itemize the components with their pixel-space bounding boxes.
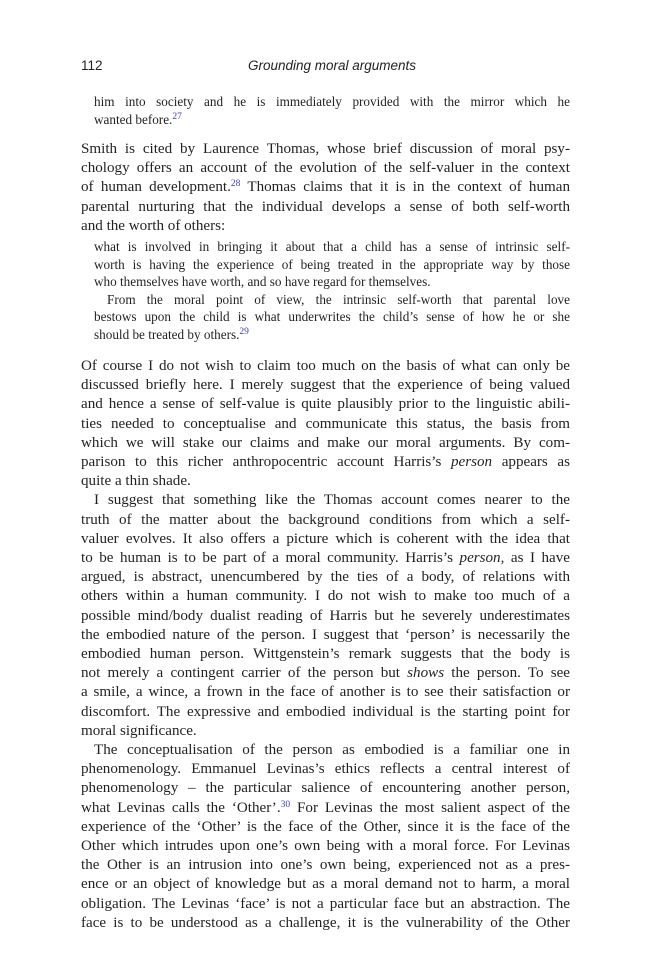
text-line: [81, 178, 570, 197]
text-line: discussed briefly here. I merely suggest that the experience of being valued: [81, 377, 570, 394]
paragraph-2: [81, 357, 570, 491]
text-span: should be treated by others.: [94, 326, 240, 342]
footnote-ref-30[interactable]: 30: [280, 799, 291, 810]
block-quote-2: [94, 238, 570, 343]
text-line: parental nurturing that the individual develops a sense of both self-worth: [81, 198, 570, 215]
text-line: bestows upon the child is what underwrites the child’s sense of how he or she: [94, 309, 570, 324]
text-line: [81, 799, 570, 818]
page-header: [81, 58, 570, 78]
text-line: truth of the matter about the background conditions from which a self-: [81, 511, 570, 528]
text-line: and hence a sense of self-value is quite plausibly prior to the linguistic abili-: [81, 396, 570, 413]
text-line: worth is having the experience of being treated in the appropriate way by those: [94, 256, 570, 272]
footnote-ref-29[interactable]: 29: [239, 326, 249, 337]
text-line: embodied human person. Wittgenstein’s remark suggests that the body is: [81, 646, 570, 663]
text-line: face is to be understood as a challenge, it is the vulnerability of the Other: [81, 914, 570, 931]
text-span: the person. To see: [444, 665, 570, 682]
text-line: [94, 111, 570, 129]
text-line: him into society and he is immediately provided with the mirror which he: [94, 94, 570, 109]
text-line: [81, 453, 570, 472]
text-line: chology offers an account of the evolution of the self-valuer in the context: [81, 160, 570, 177]
text-line: From the moral point of view, the intrinsic self-worth that parental love: [107, 291, 570, 307]
text-line: valuer evolves. It also offers a picture which is coherent with the idea that: [81, 530, 570, 547]
text-line: possible mind/body dualist reading of Harris but he severely underestimates: [81, 607, 570, 624]
text-span: of human development.: [81, 179, 231, 196]
text-line: argued, is abstract, unencumbered by the ties of a body, of relations with: [81, 569, 570, 586]
text-line: Of course I do not wish to claim too much on the basis of what can only be: [81, 358, 570, 374]
text-line: obligation. The Levinas ‘face’ is not a particular face but an abstraction. The: [81, 895, 570, 912]
text-line: [81, 549, 570, 568]
text-line: ties needed to conceptualise and communicate this status, the basis from: [81, 415, 570, 432]
text-line: others within a human community. I do not wish to make too much of a: [81, 588, 570, 605]
text-line: the embodied nature of the person. I suggest that ‘person’ is necessarily the: [81, 626, 570, 643]
page-number: 112: [81, 58, 103, 73]
text-line: experience of the ‘Other’ is the face of the Other, since it is the face of the: [81, 818, 570, 835]
text-span: parison to this richer anthropocentric account Harris’s: [81, 454, 451, 471]
text-span: appears as: [492, 454, 570, 471]
paragraph-1: [81, 140, 570, 236]
paragraph-3: [81, 491, 570, 741]
footnote-ref-27[interactable]: 27: [172, 111, 182, 122]
emphasis: shows: [407, 665, 445, 682]
text-span: , as I have: [500, 550, 571, 567]
text-line: discomfort. The expressive and embodied individual is the starting point for: [81, 703, 570, 720]
text-line: moral significance.: [81, 722, 197, 739]
text-line: [94, 326, 570, 344]
block-quote-1: [94, 93, 570, 128]
text-line: I suggest that something like the Thomas account comes nearer to the: [94, 492, 570, 509]
text-line: phenomenology – the particular salience of encountering another person,: [81, 780, 570, 797]
text-line: and the worth of others:: [81, 217, 226, 234]
footnote-ref-28[interactable]: 28: [230, 179, 241, 190]
text-line: who themselves have worth, and so have regard for themselves.: [94, 274, 431, 289]
text-span: to be human is to be part of a moral community. Harris’s: [81, 550, 460, 567]
text-line: quite a thin shade.: [81, 473, 191, 490]
text-line: [81, 664, 570, 683]
text-span: For Levinas the most salient aspect of the: [290, 799, 570, 816]
text-line: phenomenology. Emmanuel Levinas’s ethics reflects a central interest of: [81, 761, 570, 778]
text-line: a smile, a wince, a frown in the face of another is to see their satisfaction or: [81, 684, 570, 701]
text-line: which we will stake our claims and make our moral arguments. By com-: [81, 434, 570, 451]
text-span: not merely a contingent carrier of the person but: [81, 665, 408, 682]
running-head: Grounding moral arguments: [247, 58, 417, 73]
text-line: ence or an object of knowledge but as a moral demand not to harm, a moral: [81, 876, 570, 893]
emphasis: person: [459, 550, 501, 567]
text-span: Thomas claims that it is in the context of human: [240, 179, 570, 196]
body-paragraphs: [81, 357, 570, 933]
paragraph-4: [81, 741, 570, 933]
text-line: what is involved in bringing it about that a child has a sense of intrinsic self-: [94, 239, 570, 254]
text-line: Other which intrudes upon one’s own being with a moral force. For Levinas: [81, 838, 570, 855]
text-line: the Other is an intrusion into one’s own being, experienced not as a pres-: [81, 857, 570, 874]
text-line: Smith is cited by Laurence Thomas, whose brief discussion of moral psy-: [81, 141, 570, 157]
text-span: what Levinas calls the ‘Other’.: [81, 799, 281, 816]
emphasis: person: [450, 454, 493, 471]
text-line: The conceptualisation of the person as embodied is a familiar one in: [94, 742, 570, 759]
text-span: wanted before.: [94, 111, 173, 127]
